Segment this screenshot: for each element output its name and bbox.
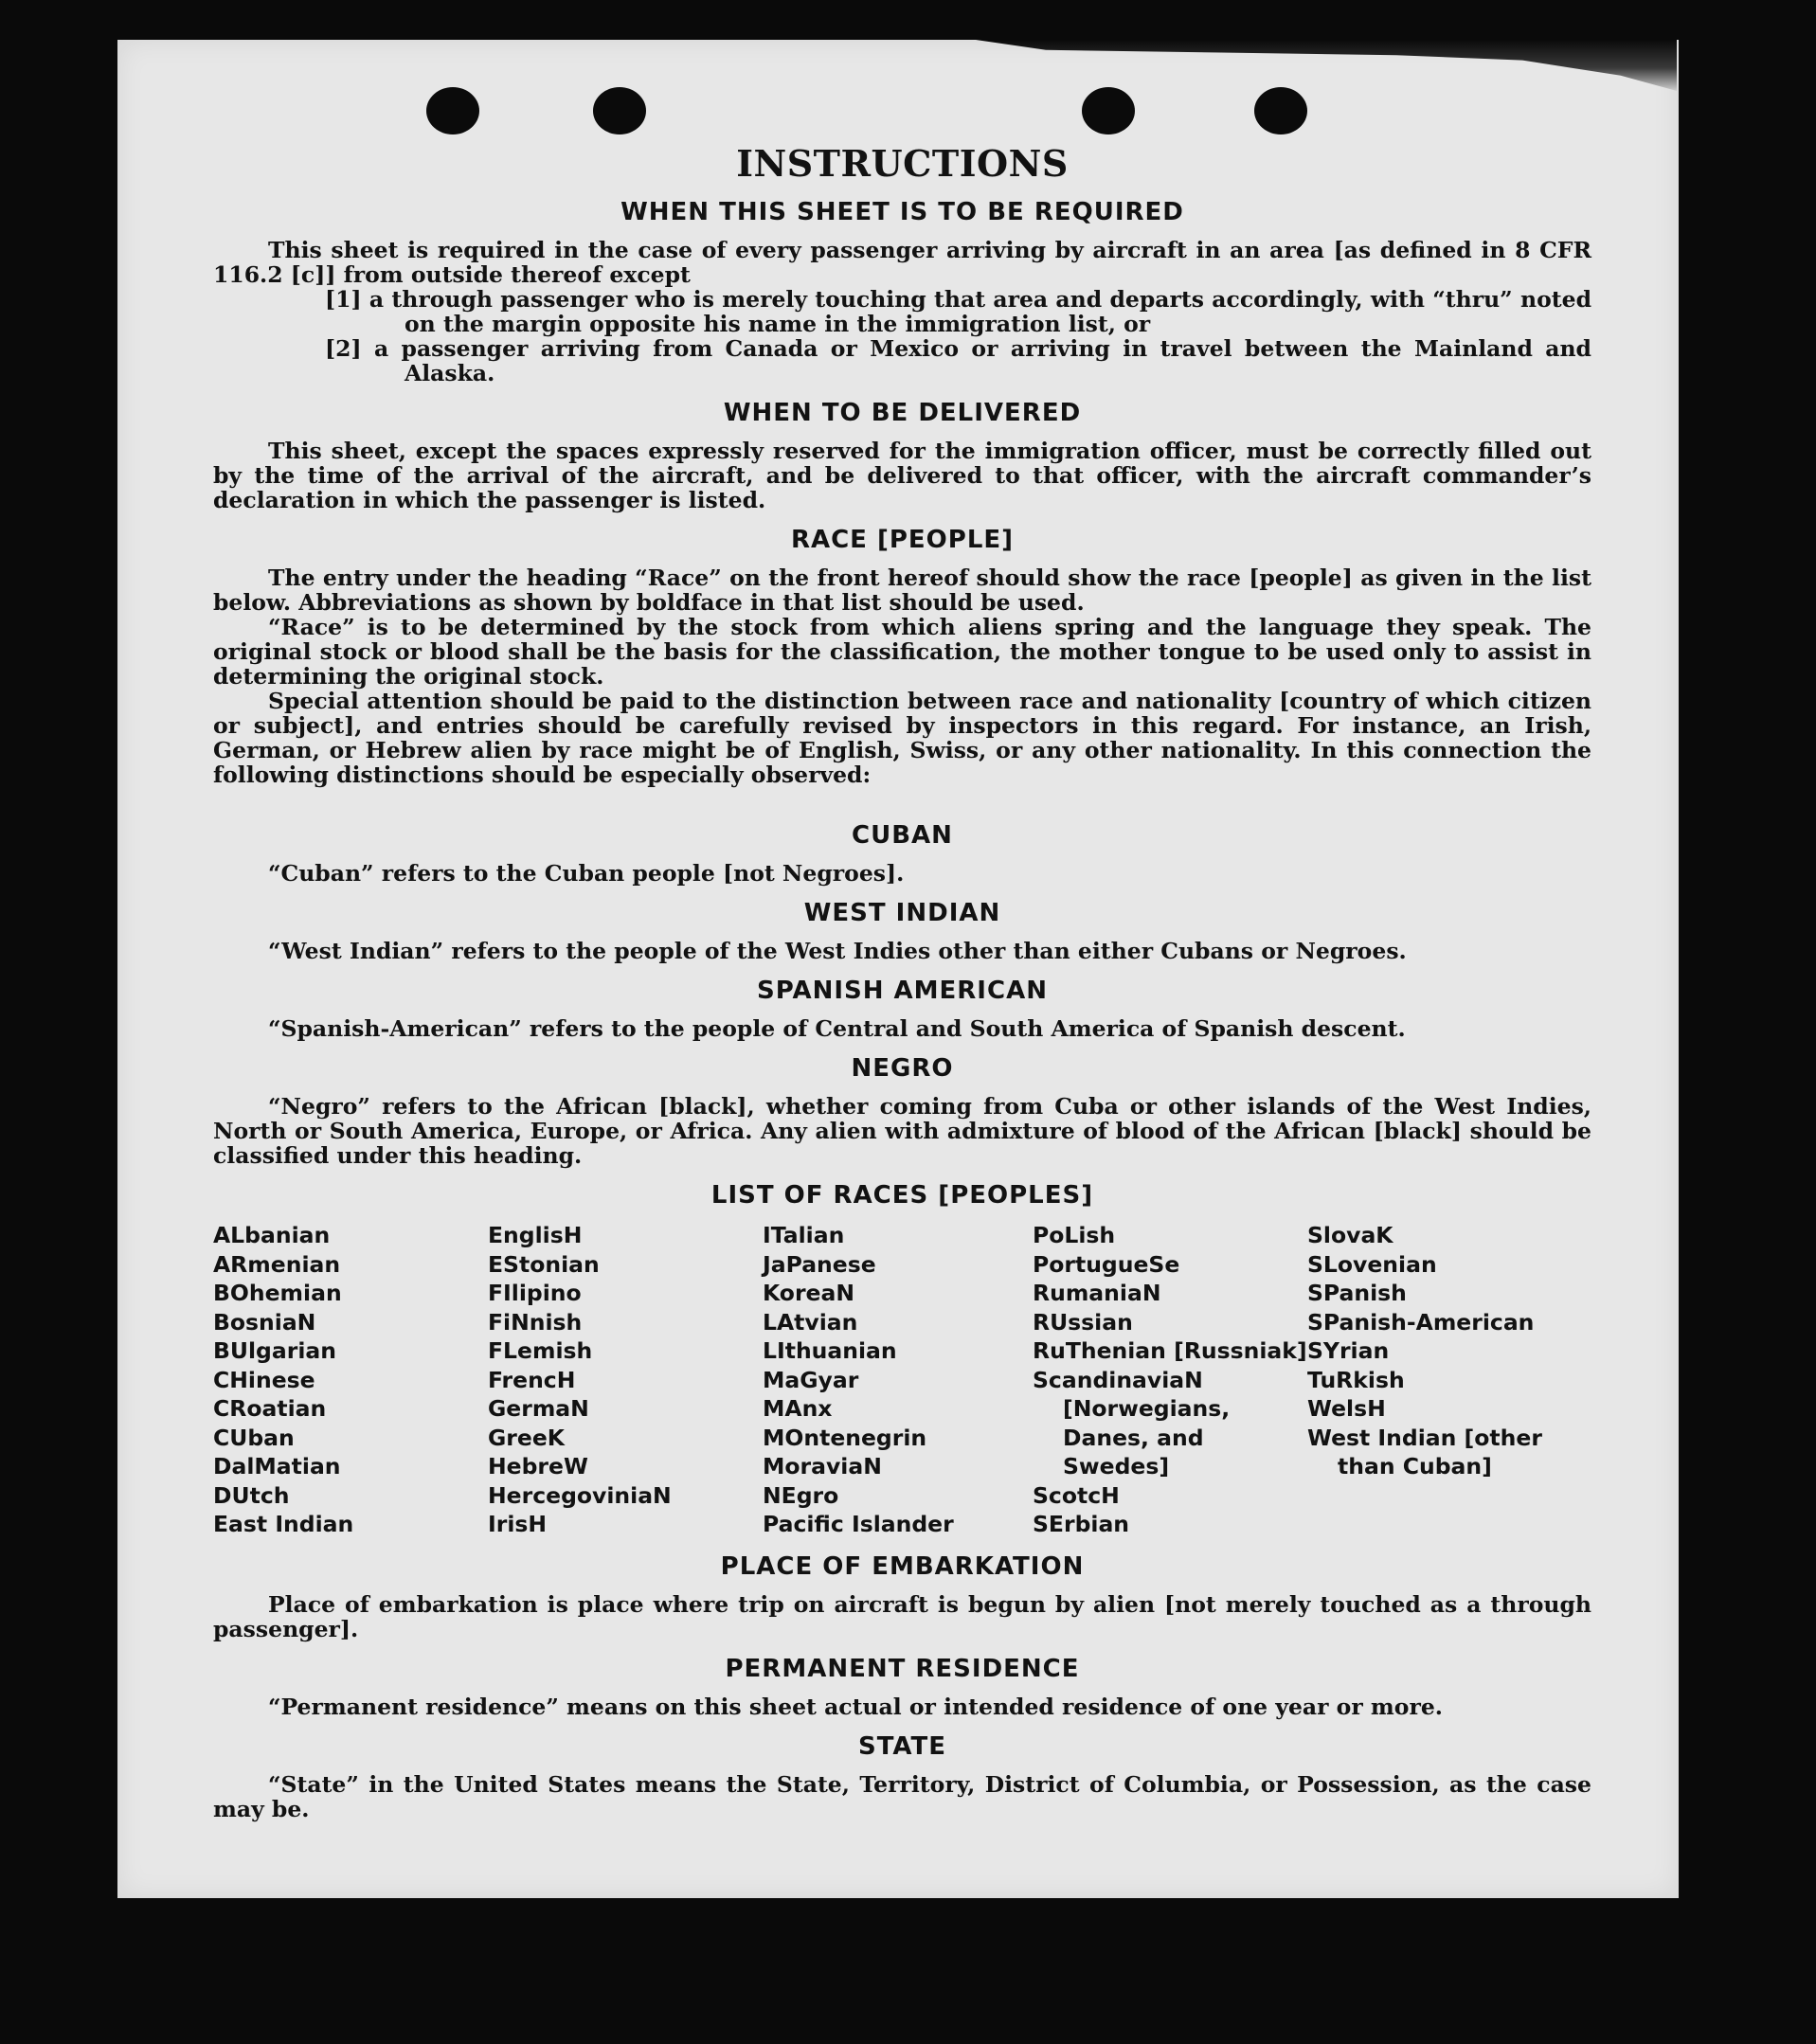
heading-negro: NEGRO bbox=[851, 1054, 954, 1083]
race-item: LIthuanian bbox=[763, 1337, 897, 1364]
race-item: BosniaN bbox=[213, 1308, 316, 1336]
race-item: KoreaN bbox=[763, 1280, 854, 1306]
race-item: SlovaK bbox=[1307, 1222, 1393, 1248]
state-text: “State” in the United States means the State, Territory, District of Columbia, or Possession, as the case may be. bbox=[213, 1770, 1591, 1822]
race-item: EStonian bbox=[488, 1250, 600, 1278]
race-item: MoraviaN bbox=[763, 1453, 882, 1479]
race-item: SLovenian bbox=[1307, 1250, 1437, 1278]
race-item: East Indian bbox=[213, 1511, 354, 1537]
heading-residence: PERMANENT RESIDENCE bbox=[725, 1654, 1080, 1683]
race-item: ScandinaviaN [Norwegians, Danes, and Swedes] bbox=[1033, 1366, 1231, 1479]
race-item: SErbian bbox=[1033, 1511, 1130, 1537]
race-item: BOhemian bbox=[213, 1280, 342, 1306]
race-item: JaPanese bbox=[763, 1250, 876, 1278]
delivered-text: This sheet, except the spaces expressly reserved for the immigration officer, must be correctly filled out by the time of the arrival of the aircraft, and be delivered to that officer, with the aircraft commander’s declaration in which the passenger is listed. bbox=[213, 438, 1591, 513]
heading-spanish-american: SPANISH AMERICAN bbox=[757, 977, 1048, 1005]
race-item: FiNnish bbox=[488, 1308, 583, 1336]
cuban-text: “Cuban” refers to the Cuban people [not Negroes]. bbox=[268, 860, 905, 887]
races-column-2 bbox=[488, 1221, 763, 1539]
races-list bbox=[213, 1221, 1591, 1539]
race-item: CHinese bbox=[213, 1366, 315, 1393]
race-item: FIlipino bbox=[488, 1280, 582, 1306]
punch-hole bbox=[1082, 87, 1135, 134]
race-item: ARmenian bbox=[213, 1250, 341, 1278]
punch-hole bbox=[426, 87, 479, 134]
race-item: IrisH bbox=[488, 1511, 548, 1537]
spanish-american-text: “Spanish-American” refers to the people of Central and South America of Spanish descent. bbox=[268, 1015, 1406, 1042]
heading-embarkation: PLACE OF EMBARKATION bbox=[720, 1551, 1085, 1581]
race-item: SYrian bbox=[1307, 1337, 1390, 1364]
race-item: DUtch bbox=[213, 1481, 290, 1509]
race-item: LAtvian bbox=[763, 1308, 858, 1336]
instructions-content bbox=[213, 137, 1591, 1821]
embarkation-text: Place of embarkation is place where trip on aircraft is begun by alien [not merely touched as a through passenger]. bbox=[213, 1590, 1591, 1642]
race-item: FrencH bbox=[488, 1366, 576, 1393]
heading-race: RACE [PEOPLE] bbox=[790, 526, 1015, 554]
race-item: PortugueSe bbox=[1033, 1250, 1180, 1278]
races-column-3 bbox=[763, 1221, 1033, 1539]
heading-west-indian: WEST INDIAN bbox=[803, 899, 1001, 927]
race-item: WelsH bbox=[1307, 1395, 1386, 1422]
race-item: West Indian [other than Cuban] bbox=[1307, 1424, 1542, 1479]
heading-required: WHEN THIS SHEET IS TO BE REQUIRED bbox=[620, 198, 1184, 226]
heading-list-of-races: LIST OF RACES [PEOPLES] bbox=[710, 1181, 1094, 1210]
required-item-2: [2] a passenger arriving from Canada or Mexico or arriving in travel between the Mainland and Alaska. bbox=[325, 335, 1591, 386]
race-item: TuRkish bbox=[1307, 1366, 1405, 1393]
race-item: BUlgarian bbox=[213, 1337, 336, 1364]
race-item: HercegoviniaN bbox=[488, 1481, 672, 1509]
race-item: GermaN bbox=[488, 1395, 589, 1422]
races-column-4 bbox=[1033, 1221, 1307, 1539]
race-item: RUssian bbox=[1033, 1308, 1133, 1336]
punch-hole bbox=[593, 87, 646, 134]
race-item: RumaniaN bbox=[1033, 1280, 1161, 1306]
races-column-1 bbox=[213, 1221, 488, 1539]
race-item: CRoatian bbox=[213, 1395, 327, 1422]
race-paragraph-3: Special attention should be paid to the distinction between race and nationality [country of which citizen or subject], and entries should be carefully revised by inspectors in this regard. For instance, an Irish, German, or Hebrew alien by race might be of English, Swiss, or any other nationality. In this connection the following distinctions should be especially observed: bbox=[213, 688, 1591, 788]
race-item: DalMatian bbox=[213, 1453, 341, 1479]
heading-state: STATE bbox=[857, 1731, 947, 1761]
punch-hole bbox=[1254, 87, 1307, 134]
race-item: HebreW bbox=[488, 1453, 588, 1479]
race-item: EnglisH bbox=[488, 1222, 583, 1248]
heading-delivered: WHEN TO BE DELIVERED bbox=[723, 399, 1082, 427]
required-intro: This sheet is required in the case of every passenger arriving by aircraft in an area [as defined in 8 CFR 116.2 [c]] from outside thereof except bbox=[213, 237, 1591, 288]
race-item: MAnx bbox=[763, 1395, 833, 1422]
heading-cuban: CUBAN bbox=[852, 821, 953, 850]
residence-text: “Permanent residence” means on this sheet actual or intended residence of one year or more. bbox=[268, 1693, 1443, 1720]
negro-text: “Negro” refers to the African [black], whether coming from Cuba or other islands of the West Indies, North or South America, Europe, or Africa. Any alien with admixture of blood of the African [black] should be classified under this heading. bbox=[213, 1093, 1591, 1169]
race-item: Pacific Islander bbox=[763, 1511, 954, 1537]
race-item: MOntenegrin bbox=[763, 1424, 927, 1451]
race-item: FLemish bbox=[488, 1337, 593, 1364]
races-column-5 bbox=[1307, 1221, 1591, 1539]
race-item: SPanish-American bbox=[1307, 1308, 1535, 1336]
page-title: INSTRUCTIONS bbox=[736, 142, 1069, 185]
race-item: ALbanian bbox=[213, 1222, 331, 1248]
race-item: SPanish bbox=[1307, 1280, 1407, 1306]
west-indian-text: “West Indian” refers to the people of the West Indies other than either Cubans or Negroes. bbox=[268, 938, 1407, 964]
race-item: PoLish bbox=[1033, 1222, 1116, 1248]
race-item: MaGyar bbox=[763, 1366, 859, 1393]
race-paragraph-1: The entry under the heading “Race” on the front hereof should show the race [people] as given in the list below. Abbreviations as shown by boldface in that list should be used. bbox=[213, 565, 1591, 616]
race-item: ScotcH bbox=[1033, 1481, 1120, 1509]
race-paragraph-2: “Race” is to be determined by the stock from which aliens spring and the language they speak. The original stock or blood shall be the basis for the classification, the mother tongue to be used only to assist in determining the original stock. bbox=[213, 614, 1591, 690]
race-item: CUban bbox=[213, 1424, 295, 1451]
race-item: RuThenian [Russniak] bbox=[1033, 1337, 1307, 1364]
race-item: NEgro bbox=[763, 1481, 839, 1509]
required-item-1: [1] a through passenger who is merely touching that area and departs accordingly, with “thru” noted on the margin opposite his name in the immigration list, or bbox=[325, 286, 1591, 337]
race-item: GreeK bbox=[488, 1424, 565, 1451]
race-item: ITalian bbox=[763, 1222, 845, 1248]
